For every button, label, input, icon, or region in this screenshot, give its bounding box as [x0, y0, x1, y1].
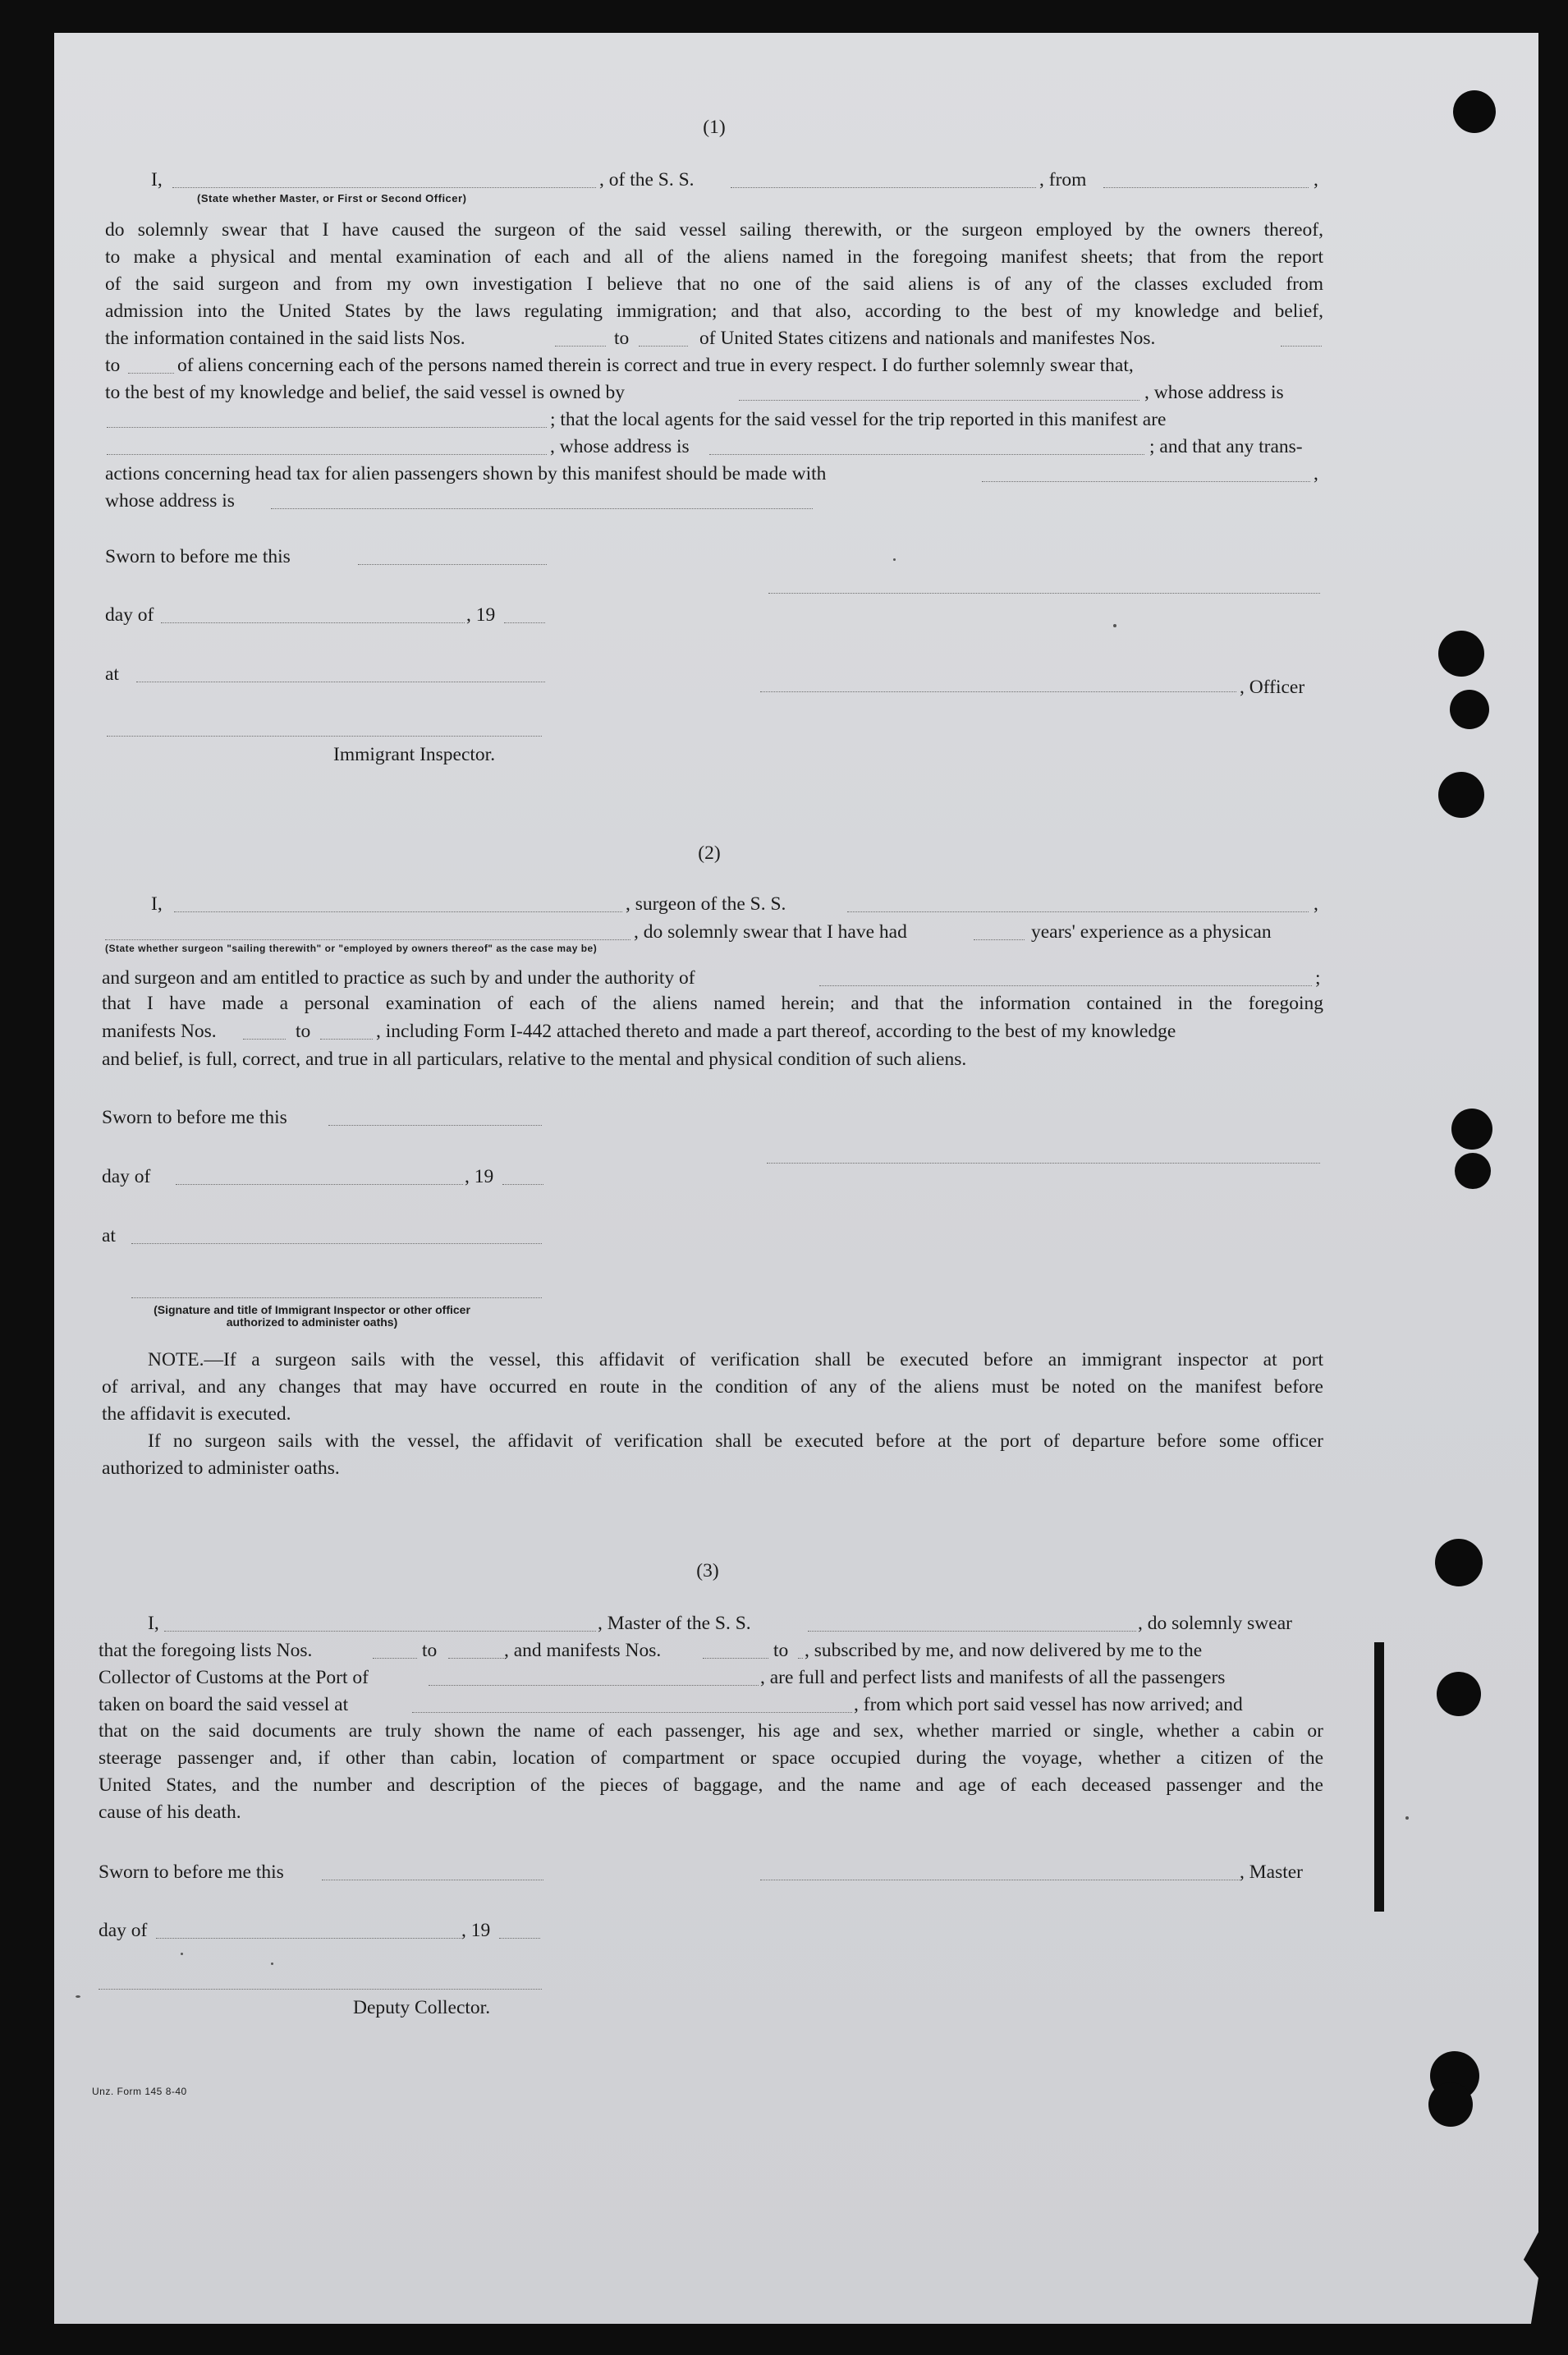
scan-artifact [181, 1953, 183, 1955]
blank-field [107, 427, 547, 428]
text: , Master [1240, 1862, 1304, 1883]
text: at [105, 663, 119, 685]
text-line: that I have made a personal examination of each of the aliens named herein; and that the information contained in the foregoing [102, 993, 1323, 1014]
punch-hole [1438, 631, 1484, 677]
text-line: the affidavit is executed. [102, 1403, 291, 1425]
blank-field [358, 564, 547, 565]
text: of aliens concerning each of the persons named therein is correct and true in every respect. I do further solemnly swear that, [177, 355, 1134, 376]
punch-hole [1428, 2082, 1473, 2127]
binding-strip [1374, 1642, 1384, 1912]
blank-field [328, 1125, 542, 1126]
text-line: of the said surgeon and from my own investigation I believe that no one of the said aliens is of any of the classes excluded from [105, 273, 1323, 295]
signature-line [107, 736, 542, 737]
text-line: authorized to administer oaths. [102, 1458, 340, 1479]
blank-field [161, 622, 465, 623]
text: manifests Nos. [102, 1021, 217, 1042]
text: I, [151, 893, 163, 915]
text-line: to make a physical and mental examination of each and all of the aliens named in the foregoing manifest sheets; that from the report [105, 246, 1323, 268]
punch-hole [1450, 690, 1489, 729]
text: , do solemnly swear that I have had [634, 921, 907, 943]
blank-field [847, 911, 1309, 912]
text: , are full and perfect lists and manifests of all the passengers [760, 1667, 1226, 1688]
blank-field [412, 1712, 852, 1713]
text: to [614, 328, 630, 349]
text: taken on board the said vessel at [99, 1694, 349, 1715]
signature-line [131, 1297, 542, 1298]
text-line: admission into the United States by the laws regulating immigration; and that also, according to the best of my knowledge and belief, [105, 301, 1323, 322]
text: day of [105, 604, 154, 626]
signature-line [99, 1989, 542, 1990]
text: actions concerning head tax for alien passengers shown by this manifest should be made with [105, 463, 827, 484]
text: , whose address is [1144, 382, 1284, 403]
blank-field [243, 1039, 286, 1040]
text-line: that on the said documents are truly shown the name of each passenger, his age and sex, whether married or single, whether a cabin or [99, 1720, 1323, 1742]
blank-field [731, 187, 1036, 188]
blank-field [555, 346, 606, 347]
scan-artifact [76, 1995, 80, 1998]
blank-field [271, 508, 813, 509]
punch-hole [1437, 1672, 1481, 1716]
text: ; [1315, 967, 1321, 989]
signature-line [768, 593, 1320, 594]
text: the information contained in the said lists Nos. [105, 328, 465, 349]
blank-field [982, 481, 1310, 482]
text: at [102, 1225, 116, 1246]
section-number: (1) [703, 117, 726, 138]
scan-artifact [1405, 1816, 1409, 1820]
blank-field [499, 1938, 540, 1939]
text: , including Form I-442 attached thereto and made a part thereof, according to the best of my knowledge [376, 1021, 1176, 1042]
scan-artifact [271, 1962, 273, 1965]
text: whose address is [105, 490, 235, 512]
blank-field [703, 1658, 768, 1659]
section-number: (2) [698, 842, 721, 864]
text: and belief, is full, correct, and true in all particulars, relative to the mental and physical condition of such aliens. [102, 1049, 967, 1070]
blank-field [504, 622, 545, 623]
blank-field [107, 454, 547, 455]
text: years' experience as a physican [1031, 921, 1272, 943]
text: to [105, 355, 121, 376]
text-line: cause of his death. [99, 1802, 241, 1823]
text: , do solemnly swear [1138, 1613, 1292, 1634]
punch-hole [1451, 1109, 1492, 1150]
blank-field [131, 1243, 542, 1244]
text: , from [1039, 169, 1087, 191]
text: of United States citizens and nationals and manifestes Nos. [699, 328, 1156, 349]
affidavit-body [102, 990, 1323, 1017]
text: ; that the local agents for the said vessel for the trip reported in this manifest are [550, 409, 1167, 430]
text-line: United States, and the number and description of the pieces of baggage, and the name and age of each deceased passenger and the [99, 1774, 1323, 1796]
text: , Officer [1240, 677, 1305, 698]
text: , Master of the S. S. [598, 1613, 751, 1634]
text-line: of arrival, and any changes that may have occurred en route in the condition of any of the aliens must be noted on the manifest before [102, 1376, 1323, 1398]
blank-field [819, 985, 1312, 986]
blank-field [128, 373, 174, 374]
text: to [773, 1640, 789, 1661]
text: Sworn to before me this [105, 546, 291, 567]
text: Immigrant Inspector. [333, 744, 496, 765]
blank-field [174, 911, 622, 912]
text: Sworn to before me this [102, 1107, 287, 1128]
text: Sworn to before me this [99, 1862, 284, 1883]
scan-artifact [893, 558, 896, 561]
text: that the foregoing lists Nos. [99, 1640, 313, 1661]
blank-field [808, 1631, 1136, 1632]
text: , 19 [465, 1166, 494, 1187]
blank-field [639, 346, 688, 347]
punch-hole [1438, 772, 1484, 818]
blank-field [164, 1631, 596, 1632]
instruction-note: (State whether surgeon "sailing therewith" or "employed by owners thereof" as the case may be) [105, 943, 598, 954]
note-paragraph [102, 1347, 1323, 1482]
text: , [1314, 893, 1318, 915]
blank-field [373, 1658, 417, 1659]
blank-field [1103, 187, 1309, 188]
text: , 19 [466, 604, 496, 626]
blank-field [502, 1184, 543, 1185]
text: , surgeon of the S. S. [626, 893, 786, 915]
section-number: (3) [696, 1560, 719, 1581]
text: and surgeon and am entitled to practice as such by and under the authority of [102, 967, 695, 989]
text: , whose address is [550, 436, 690, 457]
text: to the best of my knowledge and belief, the said vessel is owned by [105, 382, 626, 403]
text: , subscribed by me, and now delivered by me to the [805, 1640, 1203, 1661]
blank-field [156, 1938, 461, 1939]
text: day of [99, 1920, 148, 1941]
form-number: Unz. Form 145 8-40 [92, 2086, 187, 2097]
text-line: steerage passenger and, if other than cabin, location of compartment or space occupied during the voyage, whether a citizen of the [99, 1747, 1323, 1769]
blank-field [739, 400, 1139, 401]
affidavit-body [99, 1718, 1323, 1826]
blank-field [172, 187, 596, 188]
scan-artifact [1113, 624, 1116, 627]
text: Deputy Collector. [353, 1997, 491, 2018]
text: to [422, 1640, 438, 1661]
text: , [1314, 169, 1318, 191]
text-line: NOTE.—If a surgeon sails with the vessel, this affidavit of verification shall be executed before an immigrant inspector at port [148, 1349, 1323, 1370]
text: ; and that any trans- [1149, 436, 1303, 457]
punch-hole [1453, 90, 1496, 133]
text: I, [151, 169, 163, 191]
text: , of the S. S. [599, 169, 695, 191]
blank-field [105, 939, 630, 940]
text: , 19 [461, 1920, 491, 1941]
blank-field [974, 939, 1025, 940]
text: Collector of Customs at the Port of [99, 1667, 369, 1688]
blank-field [709, 454, 1144, 455]
text: , from which port said vessel has now arrived; and [854, 1694, 1243, 1715]
text-line: do solemnly swear that I have caused the surgeon of the said vessel sailing therewith, or the surgeon employed by the owners thereof, [105, 219, 1323, 241]
blank-field [176, 1184, 463, 1185]
text: , and manifests Nos. [504, 1640, 662, 1661]
instruction-note: (Signature and title of Immigrant Inspector or other officer authorized to administer oaths) [154, 1303, 470, 1329]
text: day of [102, 1166, 151, 1187]
blank-field [448, 1658, 506, 1659]
punch-hole [1455, 1153, 1491, 1189]
affidavit-body [105, 217, 1323, 325]
signature-line [767, 1163, 1320, 1164]
blank-field [1281, 346, 1322, 347]
text-line: If no surgeon sails with the vessel, the affidavit of verification shall be executed before at the port of departure before some officer [148, 1430, 1323, 1452]
blank-field [320, 1039, 373, 1040]
text: , [1314, 463, 1318, 484]
text: I, [148, 1613, 159, 1634]
text: to [296, 1021, 311, 1042]
blank-field [798, 1658, 803, 1659]
instruction-note: (State whether Master, or First or Second Officer) [197, 192, 467, 204]
punch-hole [1435, 1539, 1483, 1586]
signature-line [760, 691, 1236, 692]
blank-field [429, 1685, 759, 1686]
